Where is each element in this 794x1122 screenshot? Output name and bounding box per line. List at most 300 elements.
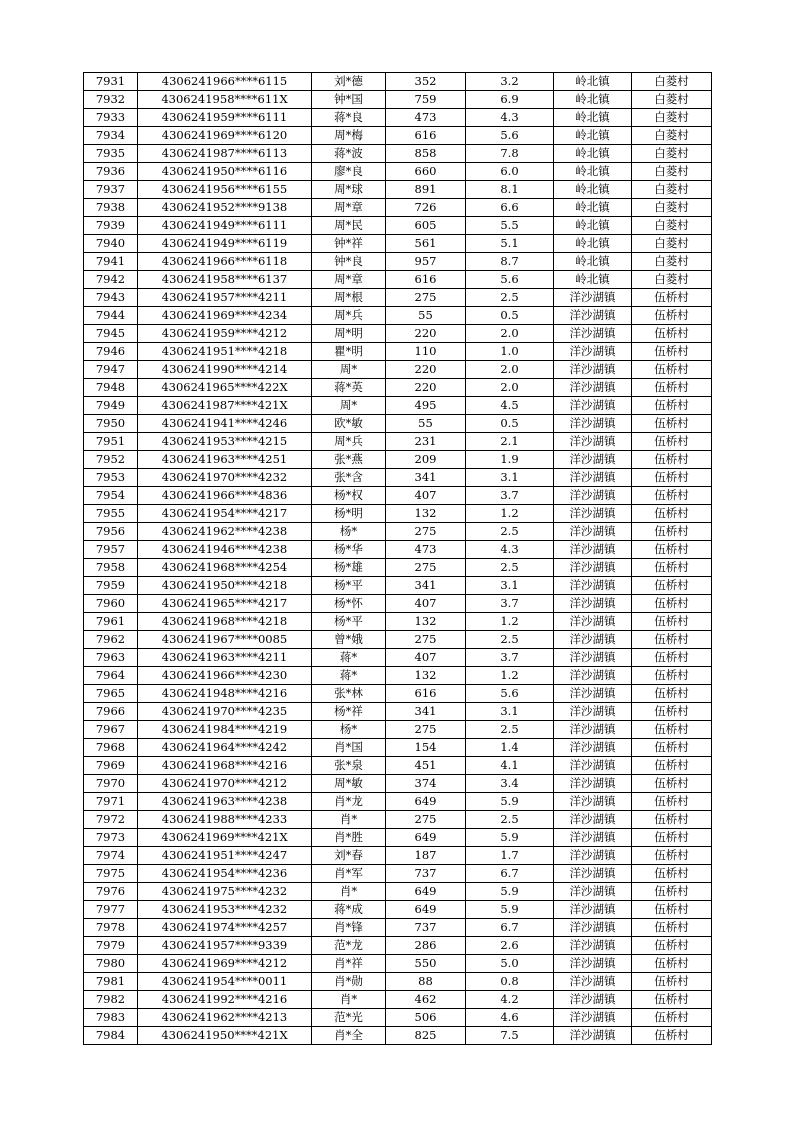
table-row [84,307,712,325]
person-name-cell: 杨*华 [312,541,386,559]
id-number-cell: 4306241987****421X [138,397,312,415]
id-number-cell: 4306241966****4230 [138,667,312,685]
row-number-cell: 7971 [84,793,138,811]
town-cell: 洋沙湖镇 [554,505,632,523]
area-cell: 1.2 [466,613,554,631]
village-cell: 伍桥村 [632,721,712,739]
id-number-cell: 4306241965****4217 [138,595,312,613]
row-number-cell: 7931 [84,73,138,91]
amount-cell: 891 [386,181,466,199]
person-name-cell: 周* [312,397,386,415]
id-number-cell: 4306241990****4214 [138,361,312,379]
person-name-cell: 肖*军 [312,865,386,883]
area-cell: 7.5 [466,1027,554,1045]
town-cell: 洋沙湖镇 [554,595,632,613]
table-row [84,271,712,289]
amount-cell: 407 [386,595,466,613]
amount-cell: 561 [386,235,466,253]
area-cell: 2.5 [466,289,554,307]
town-cell: 岭北镇 [554,109,632,127]
village-cell: 伍桥村 [632,667,712,685]
town-cell: 洋沙湖镇 [554,289,632,307]
person-name-cell: 杨* [312,523,386,541]
table-row [84,991,712,1009]
town-cell: 洋沙湖镇 [554,1027,632,1045]
row-number-cell: 7973 [84,829,138,847]
town-cell: 洋沙湖镇 [554,325,632,343]
area-cell: 5.9 [466,793,554,811]
town-cell: 洋沙湖镇 [554,973,632,991]
id-number-cell: 4306241966****4836 [138,487,312,505]
table-row [84,109,712,127]
id-number-cell: 4306241957****4211 [138,289,312,307]
person-name-cell: 曾*娥 [312,631,386,649]
area-cell: 3.1 [466,469,554,487]
amount-cell: 88 [386,973,466,991]
person-name-cell: 蒋*成 [312,901,386,919]
row-number-cell: 7953 [84,469,138,487]
id-number-cell: 4306241965****422X [138,379,312,397]
table-row [84,127,712,145]
person-name-cell: 蒋* [312,667,386,685]
area-cell: 4.5 [466,397,554,415]
amount-cell: 132 [386,505,466,523]
village-cell: 伍桥村 [632,883,712,901]
person-name-cell: 张*泉 [312,757,386,775]
area-cell: 2.0 [466,325,554,343]
row-number-cell: 7979 [84,937,138,955]
id-number-cell: 4306241969****4234 [138,307,312,325]
village-cell: 白菱村 [632,145,712,163]
town-cell: 洋沙湖镇 [554,487,632,505]
row-number-cell: 7978 [84,919,138,937]
person-name-cell: 周*敏 [312,775,386,793]
area-cell: 3.1 [466,577,554,595]
amount-cell: 550 [386,955,466,973]
table-row [84,217,712,235]
town-cell: 岭北镇 [554,73,632,91]
town-cell: 洋沙湖镇 [554,757,632,775]
village-cell: 白菱村 [632,109,712,127]
amount-cell: 451 [386,757,466,775]
table-row [84,451,712,469]
amount-cell: 275 [386,289,466,307]
area-cell: 8.1 [466,181,554,199]
id-number-cell: 4306241968****4216 [138,757,312,775]
table-row [84,757,712,775]
row-number-cell: 7933 [84,109,138,127]
town-cell: 洋沙湖镇 [554,865,632,883]
village-cell: 伍桥村 [632,901,712,919]
town-cell: 岭北镇 [554,145,632,163]
town-cell: 洋沙湖镇 [554,703,632,721]
village-cell: 伍桥村 [632,865,712,883]
village-cell: 伍桥村 [632,937,712,955]
town-cell: 岭北镇 [554,127,632,145]
table-row [84,811,712,829]
table-row [84,487,712,505]
village-cell: 伍桥村 [632,325,712,343]
area-cell: 5.6 [466,127,554,145]
town-cell: 洋沙湖镇 [554,559,632,577]
area-cell: 7.8 [466,145,554,163]
row-number-cell: 7957 [84,541,138,559]
id-number-cell: 4306241962****4213 [138,1009,312,1027]
amount-cell: 55 [386,307,466,325]
table-row [84,703,712,721]
row-number-cell: 7939 [84,217,138,235]
table-row [84,883,712,901]
town-cell: 岭北镇 [554,91,632,109]
id-number-cell: 4306241963****4238 [138,793,312,811]
area-cell: 4.3 [466,541,554,559]
person-name-cell: 周*章 [312,199,386,217]
town-cell: 洋沙湖镇 [554,1009,632,1027]
village-cell: 伍桥村 [632,793,712,811]
town-cell: 岭北镇 [554,235,632,253]
village-cell: 伍桥村 [632,811,712,829]
town-cell: 洋沙湖镇 [554,901,632,919]
person-name-cell: 张*燕 [312,451,386,469]
town-cell: 洋沙湖镇 [554,361,632,379]
village-cell: 伍桥村 [632,541,712,559]
area-cell: 1.7 [466,847,554,865]
id-number-cell: 4306241966****6118 [138,253,312,271]
row-number-cell: 7977 [84,901,138,919]
town-cell: 岭北镇 [554,253,632,271]
amount-cell: 341 [386,703,466,721]
village-cell: 伍桥村 [632,595,712,613]
id-number-cell: 4306241948****4216 [138,685,312,703]
id-number-cell: 4306241952****9138 [138,199,312,217]
town-cell: 洋沙湖镇 [554,937,632,955]
id-number-cell: 4306241968****4218 [138,613,312,631]
person-name-cell: 钟*良 [312,253,386,271]
village-cell: 伍桥村 [632,361,712,379]
id-number-cell: 4306241969****4212 [138,955,312,973]
area-cell: 3.7 [466,649,554,667]
person-name-cell: 肖*龙 [312,793,386,811]
table-row [84,937,712,955]
id-number-cell: 4306241958****611X [138,91,312,109]
village-cell: 伍桥村 [632,1009,712,1027]
id-number-cell: 4306241970****4212 [138,775,312,793]
table-row [84,415,712,433]
person-name-cell: 肖*全 [312,1027,386,1045]
row-number-cell: 7943 [84,289,138,307]
village-cell: 伍桥村 [632,379,712,397]
person-name-cell: 瞿*明 [312,343,386,361]
amount-cell: 220 [386,379,466,397]
id-number-cell: 4306241951****4218 [138,343,312,361]
amount-cell: 462 [386,991,466,1009]
row-number-cell: 7952 [84,451,138,469]
town-cell: 洋沙湖镇 [554,649,632,667]
row-number-cell: 7980 [84,955,138,973]
town-cell: 洋沙湖镇 [554,739,632,757]
amount-cell: 858 [386,145,466,163]
row-number-cell: 7972 [84,811,138,829]
area-cell: 4.2 [466,991,554,1009]
town-cell: 岭北镇 [554,163,632,181]
table-row [84,577,712,595]
id-number-cell: 4306241984****4219 [138,721,312,739]
village-cell: 白菱村 [632,73,712,91]
id-number-cell: 4306241950****421X [138,1027,312,1045]
row-number-cell: 7984 [84,1027,138,1045]
amount-cell: 957 [386,253,466,271]
area-cell: 3.7 [466,595,554,613]
table-row [84,847,712,865]
table-row [84,775,712,793]
town-cell: 洋沙湖镇 [554,793,632,811]
town-cell: 洋沙湖镇 [554,613,632,631]
area-cell: 6.9 [466,91,554,109]
table-row [84,865,712,883]
row-number-cell: 7961 [84,613,138,631]
town-cell: 洋沙湖镇 [554,379,632,397]
area-cell: 0.5 [466,307,554,325]
area-cell: 5.9 [466,829,554,847]
person-name-cell: 肖*祥 [312,955,386,973]
row-number-cell: 7950 [84,415,138,433]
area-cell: 5.9 [466,901,554,919]
amount-cell: 737 [386,919,466,937]
person-name-cell: 周*民 [312,217,386,235]
table-row [84,433,712,451]
area-cell: 8.7 [466,253,554,271]
row-number-cell: 7959 [84,577,138,595]
village-cell: 伍桥村 [632,847,712,865]
table-row [84,505,712,523]
person-name-cell: 肖*胜 [312,829,386,847]
table-row [84,199,712,217]
person-name-cell: 杨*权 [312,487,386,505]
id-number-cell: 4306241962****4238 [138,523,312,541]
town-cell: 洋沙湖镇 [554,919,632,937]
area-cell: 2.5 [466,523,554,541]
area-cell: 6.7 [466,919,554,937]
row-number-cell: 7951 [84,433,138,451]
id-number-cell: 4306241949****6119 [138,235,312,253]
town-cell: 岭北镇 [554,271,632,289]
id-number-cell: 4306241968****4254 [138,559,312,577]
table-row [84,919,712,937]
table-row [84,379,712,397]
amount-cell: 473 [386,541,466,559]
row-number-cell: 7954 [84,487,138,505]
table-row [84,523,712,541]
village-cell: 伍桥村 [632,523,712,541]
person-name-cell: 廖*良 [312,163,386,181]
id-number-cell: 4306241958****6137 [138,271,312,289]
table-row [84,613,712,631]
table-row [84,541,712,559]
village-cell: 伍桥村 [632,397,712,415]
village-cell: 伍桥村 [632,991,712,1009]
person-name-cell: 杨*怀 [312,595,386,613]
village-cell: 伍桥村 [632,505,712,523]
village-cell: 伍桥村 [632,829,712,847]
village-cell: 伍桥村 [632,757,712,775]
village-cell: 伍桥村 [632,487,712,505]
amount-cell: 495 [386,397,466,415]
amount-cell: 110 [386,343,466,361]
id-number-cell: 4306241988****4233 [138,811,312,829]
amount-cell: 649 [386,829,466,847]
amount-cell: 55 [386,415,466,433]
amount-cell: 275 [386,721,466,739]
row-number-cell: 7941 [84,253,138,271]
village-cell: 白菱村 [632,91,712,109]
town-cell: 洋沙湖镇 [554,631,632,649]
row-number-cell: 7964 [84,667,138,685]
person-name-cell: 张*含 [312,469,386,487]
id-number-cell: 4306241953****4215 [138,433,312,451]
town-cell: 洋沙湖镇 [554,343,632,361]
row-number-cell: 7956 [84,523,138,541]
person-name-cell: 蒋* [312,649,386,667]
table-row [84,685,712,703]
id-number-cell: 4306241974****4257 [138,919,312,937]
amount-cell: 737 [386,865,466,883]
row-number-cell: 7962 [84,631,138,649]
table-row [84,1027,712,1045]
id-number-cell: 4306241959****4212 [138,325,312,343]
town-cell: 洋沙湖镇 [554,829,632,847]
row-number-cell: 7968 [84,739,138,757]
table-row [84,343,712,361]
area-cell: 0.5 [466,415,554,433]
amount-cell: 506 [386,1009,466,1027]
amount-cell: 209 [386,451,466,469]
table-row [84,793,712,811]
row-number-cell: 7963 [84,649,138,667]
table-row [84,361,712,379]
village-cell: 伍桥村 [632,1027,712,1045]
amount-cell: 132 [386,613,466,631]
amount-cell: 275 [386,631,466,649]
person-name-cell: 肖*锋 [312,919,386,937]
id-number-cell: 4306241970****4232 [138,469,312,487]
table-row [84,397,712,415]
id-number-cell: 4306241941****4246 [138,415,312,433]
area-cell: 4.3 [466,109,554,127]
row-number-cell: 7940 [84,235,138,253]
id-number-cell: 4306241956****6155 [138,181,312,199]
row-number-cell: 7969 [84,757,138,775]
row-number-cell: 7955 [84,505,138,523]
row-number-cell: 7970 [84,775,138,793]
person-name-cell: 周*根 [312,289,386,307]
table-row [84,73,712,91]
table-row [84,649,712,667]
amount-cell: 352 [386,73,466,91]
id-number-cell: 4306241964****4242 [138,739,312,757]
village-cell: 伍桥村 [632,451,712,469]
amount-cell: 726 [386,199,466,217]
amount-cell: 220 [386,325,466,343]
area-cell: 6.0 [466,163,554,181]
person-name-cell: 肖*勋 [312,973,386,991]
table-row [84,145,712,163]
town-cell: 洋沙湖镇 [554,397,632,415]
table-row [84,181,712,199]
area-cell: 5.9 [466,883,554,901]
town-cell: 洋沙湖镇 [554,307,632,325]
village-cell: 白菱村 [632,235,712,253]
town-cell: 洋沙湖镇 [554,415,632,433]
area-cell: 4.1 [466,757,554,775]
area-cell: 5.1 [466,235,554,253]
row-number-cell: 7983 [84,1009,138,1027]
amount-cell: 616 [386,685,466,703]
person-name-cell: 范*光 [312,1009,386,1027]
table-row [84,667,712,685]
id-number-cell: 4306241946****4238 [138,541,312,559]
area-cell: 1.0 [466,343,554,361]
table-row [84,955,712,973]
row-number-cell: 7945 [84,325,138,343]
village-cell: 白菱村 [632,163,712,181]
village-cell: 伍桥村 [632,973,712,991]
table-row [84,559,712,577]
person-name-cell: 刘*德 [312,73,386,91]
village-cell: 白菱村 [632,217,712,235]
row-number-cell: 7942 [84,271,138,289]
person-name-cell: 钟*国 [312,91,386,109]
person-name-cell: 周* [312,361,386,379]
area-cell: 1.2 [466,505,554,523]
village-cell: 伍桥村 [632,685,712,703]
village-cell: 伍桥村 [632,415,712,433]
town-cell: 岭北镇 [554,199,632,217]
table-row [84,739,712,757]
amount-cell: 187 [386,847,466,865]
id-number-cell: 4306241950****6116 [138,163,312,181]
row-number-cell: 7975 [84,865,138,883]
person-name-cell: 周*兵 [312,307,386,325]
town-cell: 洋沙湖镇 [554,523,632,541]
id-number-cell: 4306241992****4216 [138,991,312,1009]
row-number-cell: 7938 [84,199,138,217]
id-number-cell: 4306241959****6111 [138,109,312,127]
id-number-cell: 4306241954****4236 [138,865,312,883]
id-number-cell: 4306241954****4217 [138,505,312,523]
id-number-cell: 4306241954****0011 [138,973,312,991]
village-cell: 伍桥村 [632,613,712,631]
person-name-cell: 肖* [312,991,386,1009]
amount-cell: 341 [386,469,466,487]
person-name-cell: 杨*雄 [312,559,386,577]
area-cell: 0.8 [466,973,554,991]
area-cell: 5.0 [466,955,554,973]
row-number-cell: 7948 [84,379,138,397]
row-number-cell: 7934 [84,127,138,145]
amount-cell: 825 [386,1027,466,1045]
id-number-cell: 4306241950****4218 [138,577,312,595]
table-row [84,1009,712,1027]
person-name-cell: 肖*国 [312,739,386,757]
village-cell: 伍桥村 [632,469,712,487]
area-cell: 2.0 [466,379,554,397]
person-name-cell: 范*龙 [312,937,386,955]
amount-cell: 649 [386,883,466,901]
person-name-cell: 欧*敏 [312,415,386,433]
row-number-cell: 7946 [84,343,138,361]
amount-cell: 374 [386,775,466,793]
amount-cell: 649 [386,793,466,811]
